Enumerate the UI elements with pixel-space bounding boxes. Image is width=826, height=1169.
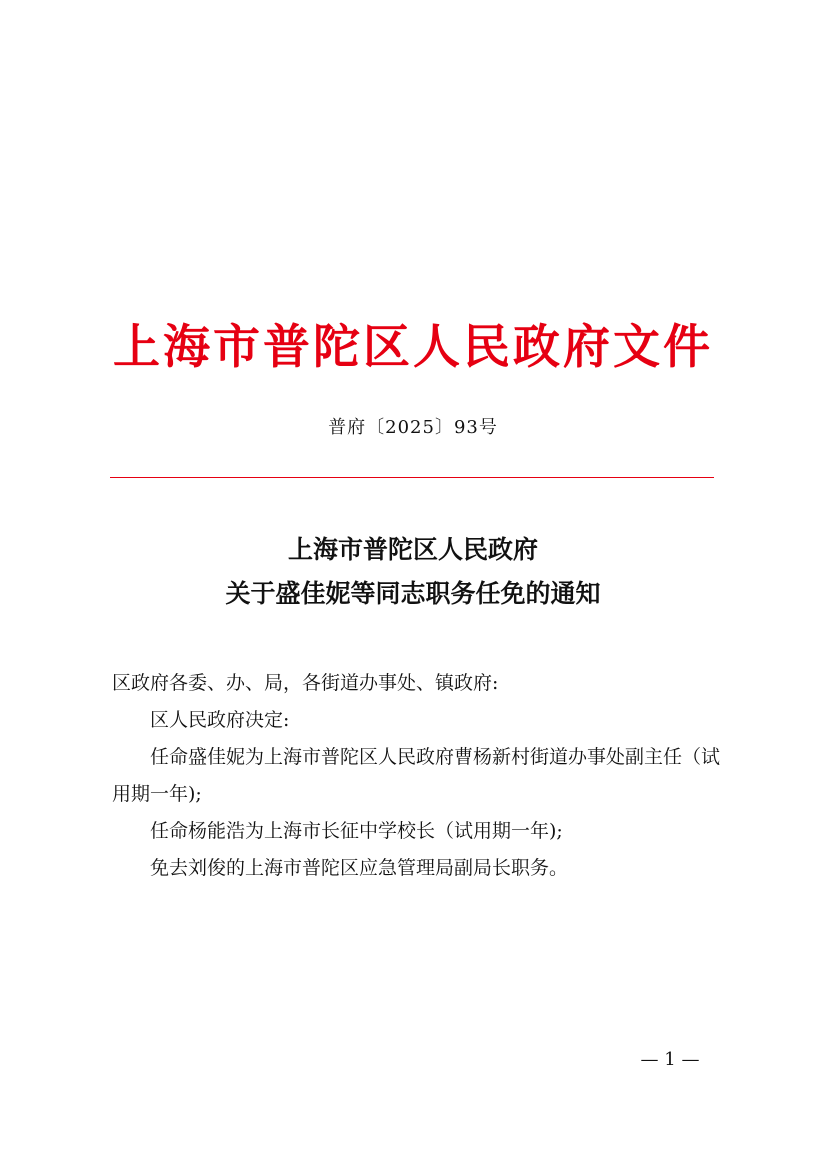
- document-number: 普府〔2025〕93号: [328, 417, 498, 438]
- body-paragraph: 任命杨能浩为上海市长征中学校长（试用期一年);: [150, 820, 563, 842]
- body-paragraph: 区人民政府决定:: [150, 709, 290, 731]
- title-line-2: 关于盛佳妮等同志职务任免的通知: [225, 579, 601, 608]
- body-paragraph: 任命盛佳妮为上海市普陀区人民政府曹杨新村街道办事处副主任（试用期一年);: [112, 746, 721, 805]
- page-number: — 1 —: [640, 1049, 700, 1070]
- salutation: 区政府各委、办、局，各街道办事处、镇政府:: [112, 672, 499, 694]
- red-separator-line: [110, 477, 714, 478]
- document-body: [112, 665, 724, 887]
- document-masthead: 上海市普陀区人民政府文件: [113, 320, 713, 375]
- body-paragraph: 免去刘俊的上海市普陀区应急管理局副局长职务。: [150, 857, 569, 879]
- document-title: [110, 528, 716, 616]
- title-line-1: 上海市普陀区人民政府: [287, 535, 538, 564]
